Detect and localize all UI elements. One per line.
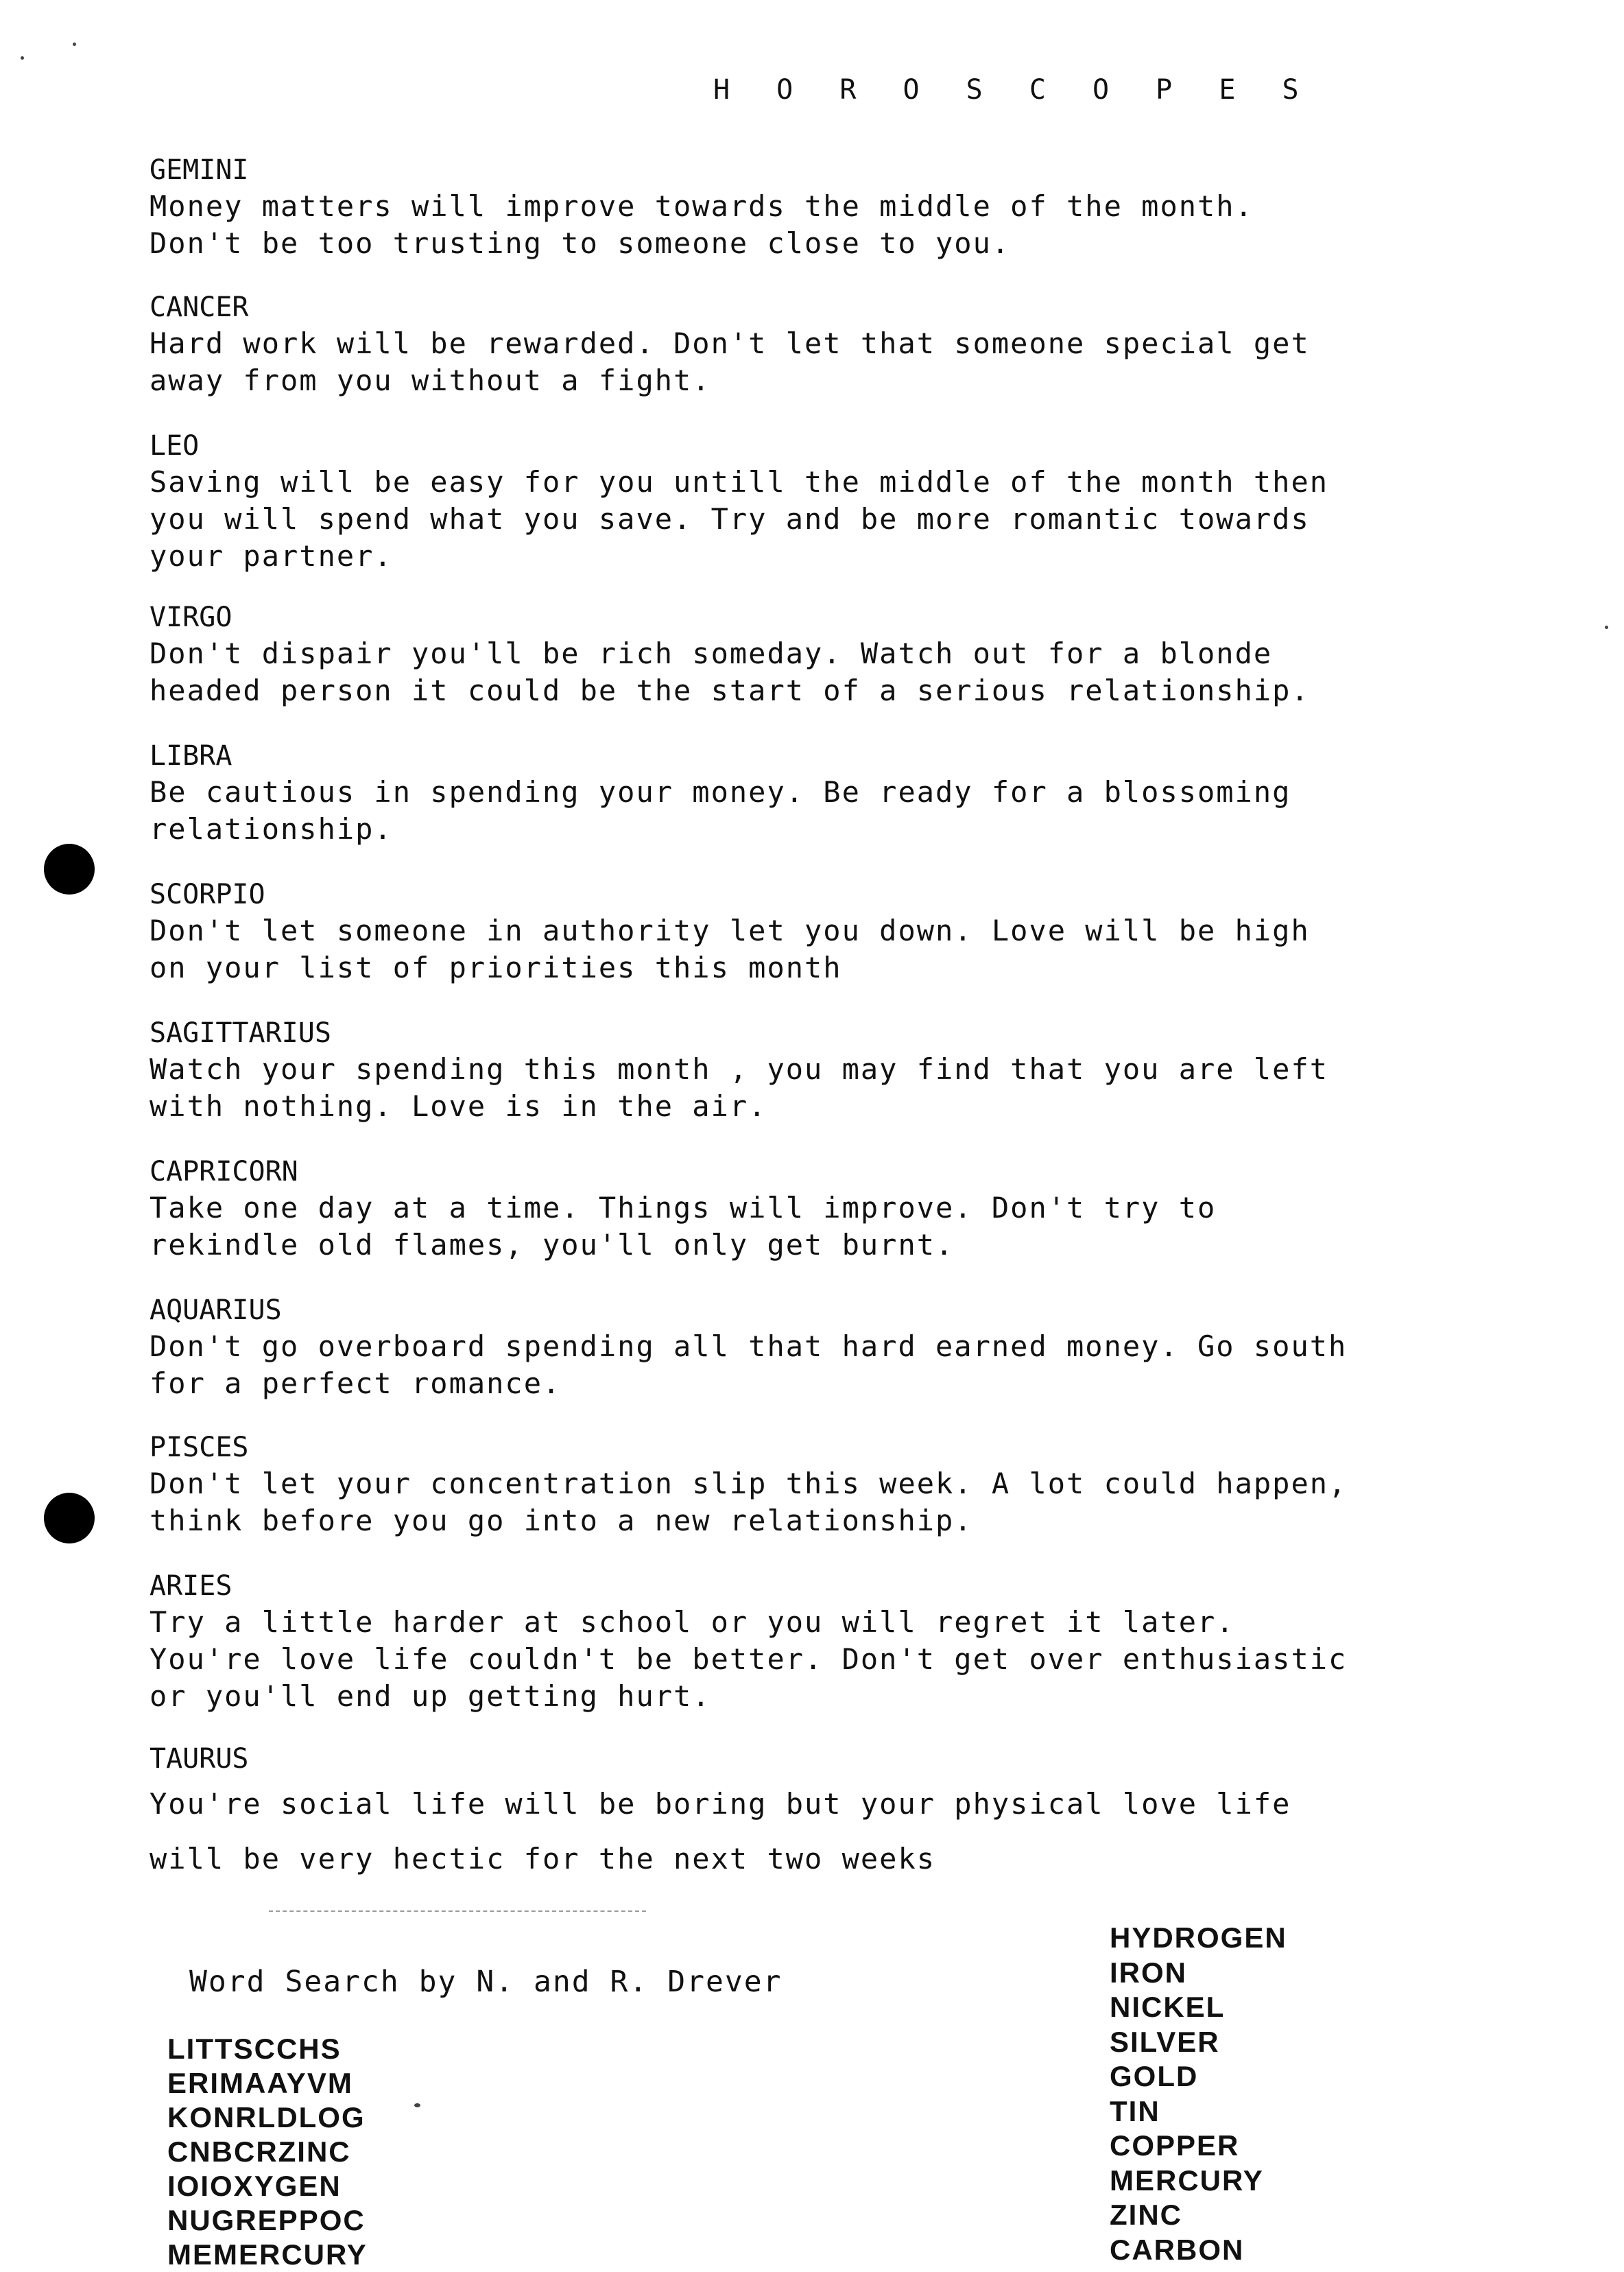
horoscope-cancer xyxy=(150,289,1487,399)
horoscope-sagittarius xyxy=(150,1015,1487,1125)
scan-speck xyxy=(414,2103,420,2107)
horoscope-pisces xyxy=(150,1430,1487,1539)
horoscope-capricorn xyxy=(150,1154,1487,1264)
word-search-title: Word Search by N. and R. Drever xyxy=(189,1965,783,1999)
word-item: COPPER xyxy=(1110,2129,1240,2162)
horoscope-scorpio xyxy=(150,877,1487,986)
word-item: ZINC xyxy=(1110,2199,1182,2231)
sign-name: TAURUS xyxy=(150,1743,249,1775)
sign-text: Take one day at a time. Things will improve. Don't try to rekindle old flames, you'll only get burnt. xyxy=(150,1191,1217,1262)
grid-row: CNBCRZINC xyxy=(167,2135,351,2168)
sign-text: Saving will be easy for you untill the middle of the month then you will spend what you save. Try and be more romantic towards your partner. xyxy=(150,465,1329,573)
scan-speck xyxy=(73,43,76,46)
grid-row: LITTSCCHS xyxy=(167,2033,342,2065)
sign-name: VIRGO xyxy=(150,602,232,633)
horoscope-gemini xyxy=(150,152,1487,262)
sign-text: Don't let your concentration slip this week. A lot could happen, think before you go into a new relationship. xyxy=(150,1467,1348,1537)
horoscope-virgo xyxy=(150,600,1487,709)
sign-name: SAGITTARIUS xyxy=(150,1017,331,1049)
sign-name: PISCES xyxy=(150,1432,249,1463)
horoscope-aquarius xyxy=(150,1292,1487,1402)
sign-text: Try a little harder at school or you will regret it later. You're love life couldn't be better. Don't get over enthusiastic or you'll end up getting hurt. xyxy=(150,1605,1348,1713)
word-item: TIN xyxy=(1110,2094,1160,2127)
sign-name: LEO xyxy=(150,430,200,462)
horoscope-taurus xyxy=(150,1741,1487,1886)
word-search-grid xyxy=(167,2032,368,2272)
sign-text: Don't let someone in authority let you down. Love will be high on your list of priorities this month xyxy=(150,914,1310,984)
grid-row: ERIMAAYVM xyxy=(167,2067,353,2099)
sign-text: Hard work will be rewarded. Don't let that someone special get away from you without a fight. xyxy=(150,327,1310,397)
word-item: IRON xyxy=(1110,1956,1187,1989)
horoscope-aries xyxy=(150,1568,1487,1715)
sign-text: You're social life will be boring but your physical love life will be very hectic for the next two weeks xyxy=(150,1787,1291,1875)
word-item: CARBON xyxy=(1110,2233,1245,2266)
punch-hole-icon xyxy=(44,1493,95,1543)
sign-name: ARIES xyxy=(150,1570,232,1602)
sign-text: Don't dispair you'll be rich someday. Watch out for a blonde headed person it could be the start of a serious relationship. xyxy=(150,637,1310,707)
sign-name: SCORPIO xyxy=(150,879,265,910)
sign-name: CAPRICORN xyxy=(150,1156,298,1187)
grid-row: MEMERCURY xyxy=(167,2238,368,2271)
horoscope-leo xyxy=(150,428,1487,575)
divider xyxy=(269,1910,646,1912)
sign-text: Be cautious in spending your money. Be ready for a blossoming relationship. xyxy=(150,775,1291,846)
sign-text: Money matters will improve towards the middle of the month. Don't be too trusting to someone close to you. xyxy=(150,189,1254,260)
sign-name: GEMINI xyxy=(150,154,249,186)
word-item: HYDROGEN xyxy=(1110,1921,1287,1954)
grid-row: NUGREPPOC xyxy=(167,2204,366,2236)
sign-text: Watch your spending this month , you may find that you are left with nothing. Love is in the air. xyxy=(150,1052,1329,1123)
punch-hole-icon xyxy=(44,844,95,895)
word-item: SILVER xyxy=(1110,2025,1220,2058)
horoscope-libra xyxy=(150,738,1487,848)
grid-row: IOIOXYGEN xyxy=(167,2170,342,2202)
sign-text: Don't go overboard spending all that hard earned money. Go south for a perfect romance. xyxy=(150,1329,1348,1400)
scan-speck xyxy=(21,56,24,60)
grid-row: KONRLDLOG xyxy=(167,2101,366,2133)
sign-name: LIBRA xyxy=(150,740,232,772)
page-title: H O R O S C O P E S xyxy=(713,74,1314,106)
sign-name: AQUARIUS xyxy=(150,1294,282,1326)
word-item: MERCURY xyxy=(1110,2164,1264,2197)
sign-name: CANCER xyxy=(150,292,249,323)
word-list xyxy=(1110,1921,1287,2267)
word-item: GOLD xyxy=(1110,2060,1199,2092)
word-item: NICKEL xyxy=(1110,1991,1226,2023)
scan-speck xyxy=(1605,626,1608,629)
